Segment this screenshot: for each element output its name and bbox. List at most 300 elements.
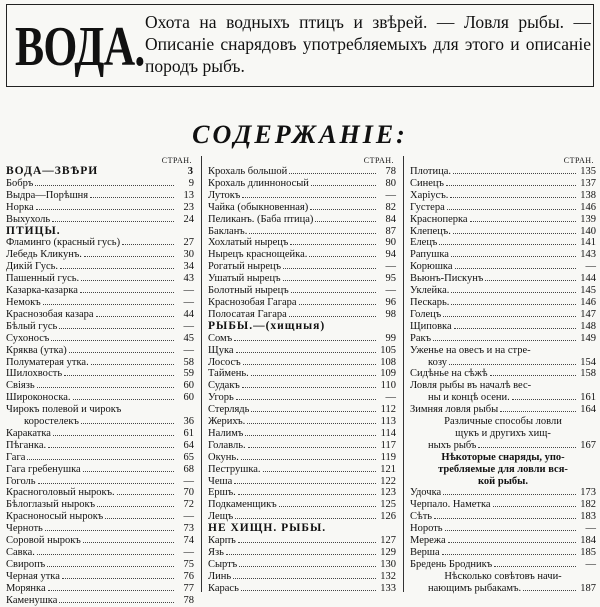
dot-leader [289, 173, 376, 174]
toc-page-number: 99 [385, 332, 396, 344]
toc-page-number: 110 [380, 380, 396, 392]
toc-entry-title: Зимняя ловля рыбы [410, 404, 499, 416]
toc-entry [410, 237, 596, 249]
toc-entry [6, 190, 194, 202]
toc-entry-title: Голецъ [410, 308, 442, 320]
toc-page-number: 43 [183, 273, 194, 285]
toc-entry-text: Нѣкоторые снаряды, упо- [441, 451, 565, 463]
toc-page-number: 145 [580, 285, 596, 297]
toc-entry [6, 440, 194, 452]
toc-page-number: 119 [380, 451, 396, 463]
toc-page-number: 9 [188, 177, 194, 189]
toc-page-number: 113 [380, 416, 396, 428]
toc-entry [208, 380, 396, 392]
toc-page-number: 68 [183, 463, 194, 475]
toc-entry-title: Мережа [410, 535, 446, 547]
toc-entry-title: Синецъ [410, 177, 444, 189]
toc-entry [6, 571, 194, 583]
dot-leader [299, 304, 376, 305]
toc-entry-text: щукъ и другихъ хищ- [455, 427, 551, 439]
toc-page-number: 161 [580, 392, 596, 404]
dot-leader [62, 578, 174, 579]
dot-leader [37, 387, 174, 388]
dot-leader [248, 447, 376, 448]
toc-entry-title: Чайка (обыкновенная) [208, 201, 309, 213]
toc-entry-title: Красноголовый нырокъ. [6, 487, 115, 499]
dot-leader [238, 542, 376, 543]
toc-page-number: 147 [580, 308, 596, 320]
dot-leader [97, 506, 174, 507]
dot-leader [241, 459, 376, 460]
dot-leader [500, 411, 576, 412]
toc-page-number: 60 [183, 380, 194, 392]
toc-entry [208, 583, 396, 595]
toc-entry [208, 440, 396, 452]
toc-entry-title: Щука [208, 344, 234, 356]
toc-page-number: 141 [580, 237, 596, 249]
toc-entry-text: кой рыбы. [478, 475, 528, 487]
toc-entry [6, 416, 194, 428]
toc-page-number: — [183, 320, 194, 332]
dot-leader [309, 256, 376, 257]
toc-entry-title: ПТИЦЫ. [6, 225, 61, 237]
toc-entry-title: Карпъ [208, 535, 236, 547]
toc-entry [410, 190, 596, 202]
dot-leader [443, 494, 576, 495]
toc-entry-title: Нырецъ краснощейка. [208, 249, 308, 261]
toc-entry [208, 571, 396, 583]
toc-page-number: — [385, 261, 396, 273]
toc-entry [410, 380, 596, 392]
dot-leader [453, 233, 576, 234]
toc-entry-title: Красноперка [410, 213, 468, 225]
dot-leader [45, 530, 174, 531]
toc-page-number: 24 [183, 213, 194, 225]
toc-entry [410, 273, 596, 285]
toc-entry-title: Окунь. [208, 451, 239, 463]
toc-page-number: 121 [380, 463, 396, 475]
dot-leader [242, 197, 376, 198]
dot-leader [443, 316, 576, 317]
toc-entry-text: требляемые для ловли вся- [438, 463, 568, 475]
dot-leader [451, 292, 576, 293]
toc-entry [208, 178, 396, 190]
dot-leader [80, 292, 174, 293]
toc-entry-title: Сѣть [410, 511, 433, 523]
toc-entry-title: Пѣганка. [6, 439, 47, 451]
page-column-header: СТРАН. [161, 156, 192, 165]
toc-entry [6, 345, 194, 357]
toc-entry [410, 321, 596, 333]
toc-page-number: 84 [385, 213, 396, 225]
toc-page-number: 27 [183, 237, 194, 249]
toc-entry [410, 357, 596, 369]
toc-entry-title: Гоголь [6, 475, 36, 487]
toc-entry-title: Крохаль длинноносый [208, 177, 309, 189]
toc-page-number: 139 [580, 213, 596, 225]
toc-entry [208, 345, 396, 357]
dot-leader [523, 590, 576, 591]
dot-leader [245, 435, 376, 436]
toc-page-number: 154 [580, 356, 596, 368]
toc-page-number: 187 [580, 582, 596, 594]
toc-entry-title: Хохлатый нырецъ [208, 237, 289, 249]
dot-leader [493, 506, 576, 507]
toc-page-number: 59 [183, 368, 194, 380]
dot-leader [105, 518, 174, 519]
toc-entry [410, 487, 596, 499]
toc-entry-title: Краснозобая казара [6, 308, 94, 320]
toc-page-number: 74 [183, 535, 194, 547]
toc-entry-title: Широконоска. [6, 392, 71, 404]
dot-leader [263, 471, 376, 472]
toc-page-number: 117 [380, 439, 396, 451]
toc-entry [208, 249, 396, 261]
toc-section-heading [6, 226, 194, 238]
dot-leader [239, 566, 376, 567]
toc-entry [410, 583, 596, 595]
toc-entry-title: Полосатая Гагара [208, 308, 287, 320]
toc-entry-title: Чеша [208, 475, 233, 487]
toc-entry [6, 368, 194, 380]
dot-leader [236, 399, 376, 400]
toc-entry-title: Казарка-казарка [6, 285, 78, 297]
toc-entry [6, 321, 194, 333]
toc-page-number: 70 [183, 487, 194, 499]
toc-column-2 [208, 156, 396, 595]
toc-entry-title: Фламинго (красный гусь) [6, 237, 121, 249]
toc-entry [208, 297, 396, 309]
toc-entry-title: Удочка [410, 487, 442, 499]
toc-page-number: 78 [385, 166, 396, 177]
toc-entry-title: Сомъ [208, 332, 233, 344]
dot-leader [81, 280, 174, 281]
toc-page-number: 127 [380, 535, 396, 547]
toc-page-number: — [183, 547, 194, 558]
toc-entry [208, 535, 396, 547]
toc-page-number: 185 [580, 547, 596, 558]
dot-leader [315, 221, 376, 222]
toc-page-number: 182 [580, 499, 596, 511]
toc-page-number: 114 [380, 427, 396, 439]
toc-entry [6, 249, 194, 261]
toc-entry [6, 547, 194, 559]
toc-entry [208, 416, 396, 428]
toc-entry [6, 464, 194, 476]
dot-leader [454, 328, 576, 329]
toc-page-number: 123 [380, 487, 396, 499]
toc-entry [208, 166, 396, 178]
toc-entry-title: Харіусъ. [410, 189, 449, 201]
toc-page-number: 98 [385, 308, 396, 320]
toc-entry-title: Ушатый нырецъ [208, 273, 281, 285]
toc-entry [6, 261, 194, 273]
dot-leader [251, 411, 376, 412]
toc-entry-title: Чирокъ полевой и чирокъ [6, 404, 122, 416]
dot-leader [43, 304, 174, 305]
toc-entry [208, 487, 396, 499]
toc-entry-title: Подкаменщикъ [208, 499, 277, 511]
dot-leader [494, 566, 576, 567]
toc-entry-title: Кряква (утка) [6, 344, 67, 356]
toc-entry-title: Судакъ [208, 380, 240, 392]
toc-entry [208, 333, 396, 345]
toc-page-number: — [183, 475, 194, 487]
toc-entry-title: Таймень. [208, 368, 249, 380]
toc-page-number: — [385, 285, 396, 297]
dot-leader [117, 494, 174, 495]
toc-page-number: 173 [580, 487, 596, 499]
dot-leader [450, 197, 576, 198]
dot-leader [90, 197, 174, 198]
toc-page-number: 132 [380, 570, 396, 582]
toc-entry-title: Полуматерая утка. [6, 356, 89, 368]
dot-leader [433, 340, 576, 341]
dot-leader [470, 221, 576, 222]
dot-leader [290, 244, 376, 245]
dot-leader [442, 554, 576, 555]
toc-page-number: — [183, 344, 194, 356]
toc-page-number: 78 [183, 594, 194, 606]
page-column-header: СТРАН. [563, 156, 594, 165]
dot-leader [478, 447, 576, 448]
toc-entry-title: Пашенный гусь. [6, 273, 80, 285]
toc-entry-title: Елецъ [410, 237, 438, 249]
dot-leader [251, 375, 376, 376]
toc-entry [6, 178, 194, 190]
toc-entry-title: Щиповка [410, 320, 452, 332]
dot-leader [490, 375, 576, 376]
toc-entry [410, 368, 596, 380]
dot-leader [226, 554, 376, 555]
toc-entry [6, 297, 194, 309]
toc-entry-title: Савка. [6, 547, 35, 558]
toc-entry-title: Гага [6, 451, 26, 463]
toc-entry-title: Плотица. [410, 166, 452, 177]
toc-page-number: 30 [183, 249, 194, 261]
toc-entry-title: Рапушка [410, 249, 449, 261]
toc-page-number: 135 [580, 166, 596, 177]
toc-entry-title: Уженье на овесъ и на стре- [410, 344, 531, 356]
big-title: ВОДА. [15, 16, 145, 78]
toc-page-number: 82 [385, 201, 396, 213]
toc-page-number: — [385, 392, 396, 404]
toc-entry [208, 214, 396, 226]
toc-page-number: — [585, 523, 596, 535]
toc-entry-title: Бѣлоглазый нырокъ [6, 499, 96, 511]
toc-entry [410, 404, 596, 416]
toc-page-number: 122 [380, 475, 396, 487]
toc-entry [208, 309, 396, 321]
dot-leader [91, 364, 174, 365]
toc-entry-title: Красноносый нырокъ [6, 511, 104, 523]
toc-entry [6, 523, 194, 535]
toc-entry-title: Карась [208, 582, 239, 594]
toc-entry [208, 428, 396, 440]
dot-leader [63, 233, 174, 234]
page-column-header: СТРАН. [363, 156, 394, 165]
toc-entry [208, 452, 396, 464]
toc-page-number: 44 [183, 308, 194, 320]
dot-leader [512, 399, 576, 400]
toc-entry [208, 368, 396, 380]
dot-leader [48, 447, 174, 448]
dot-leader [69, 352, 174, 353]
dot-leader [96, 316, 174, 317]
toc-column-3 [410, 156, 596, 595]
toc-entry-text: Различные способы ловли [444, 416, 562, 428]
toc-page-number: 58 [183, 356, 194, 368]
toc-page-number: 133 [380, 582, 396, 594]
toc-entry-title: Ловля рыбы въ началѣ вес- [410, 380, 532, 392]
toc-entry [410, 523, 596, 535]
toc-entry [410, 261, 596, 273]
toc-entry-title: Черноть [6, 523, 43, 535]
toc-entry-title: ныхъ рыбъ [428, 439, 477, 451]
toc-page-number: 143 [580, 249, 596, 261]
toc-entry [410, 285, 596, 297]
toc-entry [410, 202, 596, 214]
dot-leader [243, 364, 376, 365]
toc-page-number: 149 [580, 332, 596, 344]
toc-entry-title: Стерлядь [208, 404, 250, 416]
toc-entry [208, 357, 396, 369]
toc-entry [208, 237, 396, 249]
toc-entry-title: Выдра—Порѣшня [6, 189, 89, 201]
toc-entry [6, 404, 194, 416]
dot-leader [234, 483, 376, 484]
header-frame [6, 4, 594, 87]
dot-leader [51, 340, 174, 341]
toc-entry [410, 214, 596, 226]
toc-entry-title: Налимъ [208, 427, 244, 439]
dot-leader [434, 518, 576, 519]
toc-page-number: 73 [183, 523, 194, 535]
dot-leader [59, 602, 174, 603]
toc-page-number: 87 [385, 225, 396, 237]
toc-entry-title: Голавль. [208, 439, 246, 451]
toc-page-number: — [183, 296, 194, 308]
dot-leader [53, 435, 174, 436]
toc-page-number: 158 [580, 368, 596, 380]
toc-entry-title: Ракъ [410, 332, 432, 344]
toc-entry [208, 190, 396, 202]
toc-entry-title: Сидѣнье на сѣжѣ [410, 368, 488, 380]
toc-page-number: 96 [385, 296, 396, 308]
toc-page-number: 76 [183, 570, 194, 582]
dot-leader [311, 185, 376, 186]
toc-page-number: 34 [183, 261, 194, 273]
toc-entry [6, 392, 194, 404]
toc-entry-title: Линь [208, 570, 232, 582]
toc-page-number: 13 [183, 189, 194, 201]
dot-leader [451, 256, 576, 257]
dot-leader [60, 268, 174, 269]
toc-entry-title: Морянка [6, 582, 46, 594]
toc-entry-title: Черная утка [6, 570, 60, 582]
toc-entry [208, 476, 396, 488]
toc-entry [6, 273, 194, 285]
toc-entry-title: Свіязь [6, 380, 35, 392]
toc-entry-title: Немокъ [6, 296, 41, 308]
toc-entry-title: Ершъ. [208, 487, 236, 499]
toc-page-number: 130 [380, 558, 396, 570]
toc-entry [6, 595, 194, 607]
toc-entry-title: Лутокъ [208, 189, 241, 201]
toc-entry [6, 380, 194, 392]
dot-leader [36, 209, 174, 210]
toc-title: СОДЕРЖАНІЕ: [192, 120, 408, 149]
dot-leader [283, 280, 376, 281]
toc-entry-title: Жерихъ. [208, 416, 246, 428]
toc-entry [410, 333, 596, 345]
toc-page-number: — [385, 189, 396, 201]
toc-entry [6, 428, 194, 440]
toc-entry [6, 333, 194, 345]
toc-entry [208, 404, 396, 416]
toc-page-number: 45 [183, 332, 194, 344]
toc-entry-title: Соровой нырокъ [6, 535, 81, 547]
toc-entry [410, 309, 596, 321]
dot-leader [242, 387, 376, 388]
toc-entry-title: Пеликанъ. (Баба птица) [208, 213, 314, 225]
dot-leader [35, 185, 174, 186]
toc-entry-title: Лососъ [208, 356, 241, 368]
dot-leader [279, 506, 376, 507]
toc-page-number: — [183, 511, 194, 523]
toc-entry-title: Черпало. Наметка [410, 499, 491, 511]
toc-page-number: 36 [183, 416, 194, 428]
dot-leader [453, 173, 576, 174]
dot-leader [283, 268, 376, 269]
toc-entry-title: РЫБЫ.—(хищныя) [208, 320, 326, 332]
toc-entry [410, 345, 596, 357]
toc-page-number: 80 [385, 177, 396, 189]
toc-page-number: 140 [580, 225, 596, 237]
toc-entry [6, 535, 194, 547]
toc-entry-title: Бредень Бродникъ [410, 558, 493, 570]
dot-leader [247, 423, 376, 424]
toc-entry-title: ВОДА—ЗВѢРИ [6, 166, 99, 177]
dot-leader [83, 471, 174, 472]
toc-entry-title: нающимъ рыбакамъ. [428, 582, 522, 594]
toc-page-number: 167 [580, 439, 596, 451]
toc-entry [6, 452, 194, 464]
toc-page-number: 90 [385, 237, 396, 249]
toc-page-number: 112 [380, 404, 396, 416]
toc-page-number: 108 [380, 356, 396, 368]
dot-leader [38, 483, 174, 484]
toc-entry [6, 237, 194, 249]
toc-entry-title: Выхухоль [6, 213, 51, 225]
toc-entry [410, 392, 596, 404]
toc-entry [6, 214, 194, 226]
toc-entry-text: Нѣсколько совѣтовъ начи- [444, 570, 562, 582]
toc-page-number: 137 [580, 177, 596, 189]
toc-page-number: 183 [580, 511, 596, 523]
toc-entry [410, 297, 596, 309]
toc-page-number: 77 [183, 582, 194, 594]
toc-page-number: 72 [183, 499, 194, 511]
toc-entry-title: Краснозобая Гагара [208, 296, 297, 308]
toc-page-number: 184 [580, 535, 596, 547]
toc-entry [6, 357, 194, 369]
toc-page-number: 64 [183, 439, 194, 451]
toc-entry-title: Бакланъ. [208, 225, 248, 237]
toc-page-number: 65 [183, 451, 194, 463]
dot-leader [445, 530, 576, 531]
toc-page-number: — [183, 285, 194, 297]
